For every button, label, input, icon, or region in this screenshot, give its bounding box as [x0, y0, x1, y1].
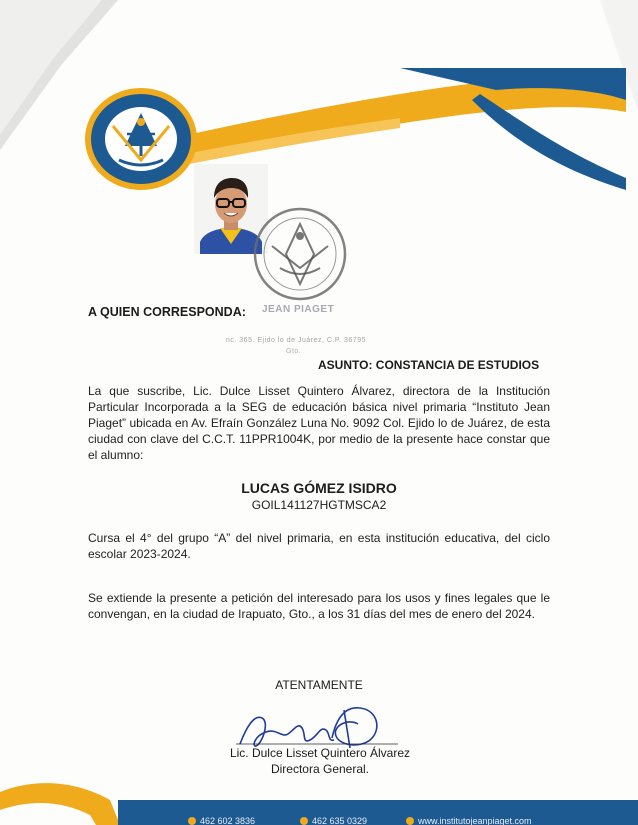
signer-role: Directora General.: [270, 762, 370, 776]
phone1-text: 462 602 3836: [200, 816, 256, 825]
phone-icon: [300, 817, 308, 825]
subject-line: ASUNTO: CONSTANCIA DE ESTUDIOS: [318, 358, 540, 372]
signer-name: Lic. Dulce Lisset Quintero Álvarez: [229, 746, 411, 760]
footer-website: [406, 816, 532, 825]
student-curp: GOIL141127HGTMSCA2: [251, 498, 387, 512]
intro-paragraph: La que suscribe, Lic. Dulce Lisset Quintero Álvarez, directora de la Institución Particular Incorporada a la SEG de educación básica nivel primaria “Instituto Jean Piaget” ubicada en Av. Efraín González Luna No. 9092 Col. Ejido lo de Juárez, de esta ciudad con clave del C.C.T. 11PPR1004K, por medio de la presente hace constar que el alumno:: [88, 384, 550, 462]
stamp-address-line: nc. 365. Ejido lo de Juárez, C.P. 36795: [226, 337, 367, 344]
institution-logo: [83, 86, 199, 192]
globe-icon: [406, 817, 414, 825]
footer-phone1: [188, 816, 255, 825]
closing-salutation: ATENTAMENTE: [275, 678, 363, 692]
student-name: LUCAS GÓMEZ ISIDRO: [241, 480, 397, 496]
addressee-heading: A QUIEN CORRESPONDA:: [88, 305, 246, 319]
footer-phone2: [300, 816, 367, 825]
stamp-name-text: JEAN PIAGET: [262, 304, 335, 315]
website-text: www.institutojeanpiaget.com: [418, 816, 532, 825]
phone-icon: [188, 817, 196, 825]
stamp-state-line: Gto.: [286, 348, 302, 355]
purpose-paragraph: Se extiende la presente a petición del interesado para los usos y fines legales que le convengan, en la ciudad de Irapuato, Gto., a los 31 días del mes de enero del 2024.: [88, 591, 550, 621]
phone2-text: 462 635 0329: [312, 816, 368, 825]
official-seal-stamp: [250, 206, 350, 302]
enrollment-paragraph: Cursa el 4° del grupo “A” del nivel primaria, en esta institución educativa, del ciclo escolar 2023-2024.: [88, 531, 550, 561]
